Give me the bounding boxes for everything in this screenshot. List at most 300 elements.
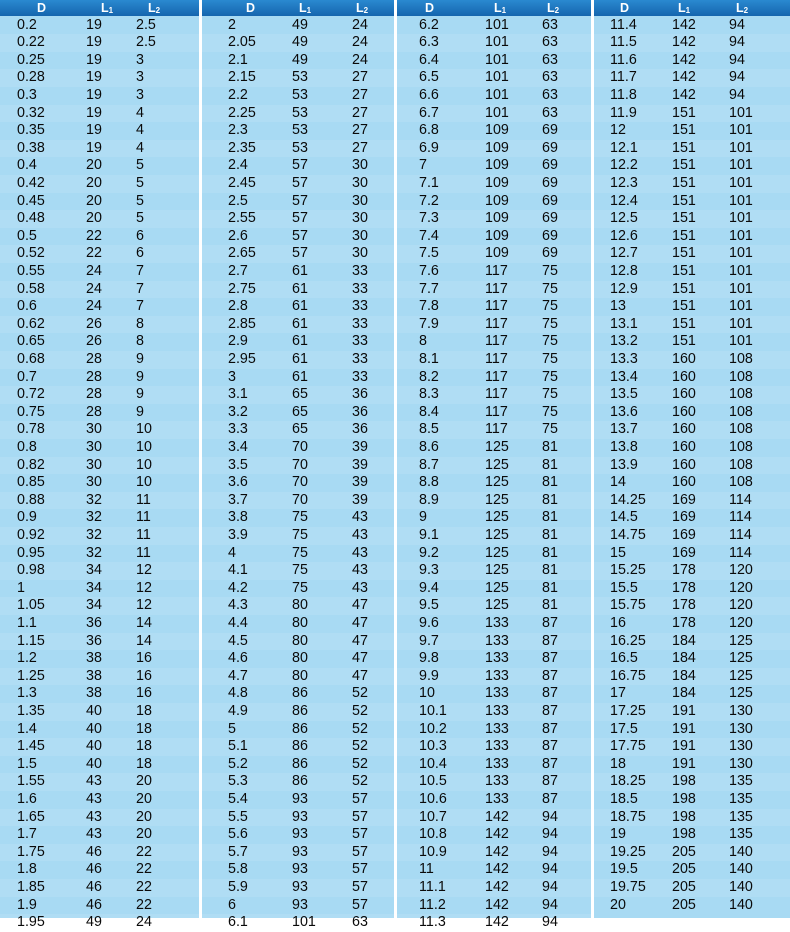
- table-row: [397, 351, 591, 369]
- cell-d: 13.4: [610, 368, 638, 385]
- cell-l2: 8: [136, 333, 144, 350]
- table-row: [397, 791, 591, 809]
- cell-d: 0.95: [17, 544, 45, 561]
- table-row: [397, 703, 591, 721]
- cell-d: 16: [610, 615, 626, 631]
- table-row: [0, 140, 199, 158]
- cell-l1: 125: [485, 579, 509, 596]
- cell-d: 5: [228, 720, 236, 737]
- cell-l2: 7: [136, 280, 144, 297]
- table-row: [202, 157, 394, 175]
- cell-d: 18.25: [610, 773, 646, 790]
- cell-d: 1.7: [17, 826, 37, 843]
- table-row: [397, 17, 591, 35]
- cell-d: 11.5: [610, 34, 637, 51]
- table-row: [202, 439, 394, 457]
- cell-l1: 57: [292, 157, 308, 174]
- table-row: [397, 298, 591, 316]
- table-row: [202, 791, 394, 809]
- table-row: [202, 545, 394, 563]
- cell-d: 0.6: [17, 298, 37, 315]
- cell-l1: 109: [485, 122, 509, 139]
- table-row: [594, 34, 790, 52]
- cell-d: 2.2: [228, 87, 248, 103]
- cell-l1: 198: [672, 808, 696, 825]
- cell-l2: 120: [729, 597, 753, 614]
- cell-d: 13: [610, 298, 626, 315]
- cell-l1: 86: [292, 685, 308, 702]
- table-row: [594, 492, 790, 510]
- table-row: [202, 122, 394, 140]
- cell-l1: 40: [86, 703, 102, 719]
- cell-l2: 81: [542, 491, 558, 508]
- cell-d: 8.8: [419, 474, 439, 491]
- cell-d: 10.8: [419, 826, 447, 843]
- cell-l1: 43: [86, 808, 102, 825]
- header-d: D: [620, 1, 630, 15]
- cell-l1: 28: [86, 403, 102, 420]
- cell-l1: 93: [292, 791, 308, 807]
- cell-d: 10: [419, 685, 435, 702]
- cell-d: 15.5: [610, 579, 638, 596]
- cell-l1: 22: [86, 227, 102, 244]
- cell-l2: 16: [136, 667, 152, 684]
- cell-l1: 151: [672, 298, 696, 315]
- cell-l2: 75: [542, 263, 558, 279]
- header-l1: $L_1$: [299, 1, 312, 15]
- cell-d: 2.85: [228, 315, 256, 332]
- cell-d: 0.98: [17, 562, 45, 579]
- table-row: [202, 527, 394, 545]
- cell-l1: 30: [86, 456, 102, 473]
- table-row: [397, 404, 591, 422]
- header-d: D: [37, 1, 47, 15]
- cell-d: 7.7: [419, 280, 439, 297]
- cell-d: 13.9: [610, 456, 638, 473]
- cell-l2: 94: [729, 16, 745, 33]
- cell-l1: 19: [86, 122, 102, 139]
- cell-l1: 28: [86, 351, 102, 367]
- table-row: [0, 738, 199, 756]
- cell-l1: 184: [672, 650, 696, 667]
- cell-l2: 52: [352, 738, 368, 755]
- table-row: [202, 615, 394, 633]
- table-row: [594, 87, 790, 105]
- cell-d: 7.2: [419, 192, 439, 209]
- table-row: [594, 457, 790, 475]
- cell-l1: 61: [292, 333, 308, 350]
- cell-l1: 20: [86, 175, 102, 191]
- cell-d: 1.35: [17, 703, 45, 719]
- cell-l1: 151: [672, 280, 696, 297]
- cell-d: 11.7: [610, 69, 637, 86]
- cell-l1: 65: [292, 386, 308, 403]
- table-row: [594, 122, 790, 140]
- table-row: [397, 527, 591, 545]
- table-row: [397, 69, 591, 87]
- cell-l1: 169: [672, 491, 696, 508]
- cell-d: 9.8: [419, 650, 439, 667]
- table-row: [594, 562, 790, 580]
- cell-l1: 34: [86, 562, 102, 579]
- cell-l2: 101: [729, 122, 753, 139]
- cell-l1: 160: [672, 351, 696, 367]
- cell-l1: 61: [292, 368, 308, 385]
- cell-l2: 52: [352, 720, 368, 737]
- cell-d: 17: [610, 685, 626, 702]
- cell-d: 1.05: [17, 597, 45, 614]
- cell-d: 6.9: [419, 139, 439, 156]
- cell-d: 2.75: [228, 280, 256, 297]
- table-row: [202, 809, 394, 827]
- table-row: [397, 105, 591, 123]
- cell-d: 4.7: [228, 667, 248, 684]
- cell-l2: 39: [352, 474, 368, 491]
- cell-l1: 191: [672, 720, 696, 737]
- cell-d: 4.1: [228, 562, 248, 579]
- cell-l2: 101: [729, 104, 753, 121]
- table-row: [0, 421, 199, 439]
- cell-l2: 30: [352, 245, 368, 262]
- header-l1-subscript: 1: [306, 6, 312, 15]
- cell-d: 4.5: [228, 632, 248, 649]
- cell-d: 15.25: [610, 562, 646, 579]
- table-row: [0, 545, 199, 563]
- table-row: [0, 861, 199, 879]
- header-l2-subscript: 2: [743, 6, 749, 15]
- cell-l1: 160: [672, 403, 696, 420]
- cell-d: 13.2: [610, 333, 638, 350]
- cell-l2: 7: [136, 298, 144, 315]
- cell-l2: 57: [352, 808, 368, 825]
- cell-l2: 39: [352, 456, 368, 473]
- cell-l1: 80: [292, 632, 308, 649]
- cell-l1: 36: [86, 632, 102, 649]
- cell-l1: 125: [485, 562, 509, 579]
- cell-l1: 151: [672, 192, 696, 209]
- table-row: [202, 773, 394, 791]
- cell-l1: 49: [292, 16, 308, 33]
- cell-l1: 142: [672, 34, 696, 51]
- cell-l2: 87: [542, 720, 558, 737]
- table-row: [397, 668, 591, 686]
- cell-l1: 109: [485, 245, 509, 262]
- cell-l1: 75: [292, 509, 308, 526]
- cell-l2: 75: [542, 280, 558, 297]
- cell-l2: 130: [729, 738, 753, 755]
- cell-d: 6.8: [419, 122, 439, 139]
- cell-l2: 47: [352, 667, 368, 684]
- table-row: [594, 386, 790, 404]
- cell-l1: 191: [672, 755, 696, 772]
- cell-l2: 6: [136, 227, 144, 244]
- table-row: [202, 633, 394, 651]
- cell-d: 6.2: [419, 16, 439, 33]
- cell-d: 2: [228, 16, 236, 33]
- table-row: [397, 474, 591, 492]
- cell-l1: 151: [672, 315, 696, 332]
- cell-l1: 109: [485, 192, 509, 209]
- cell-l1: 80: [292, 615, 308, 631]
- cell-d: 2.55: [228, 210, 256, 227]
- table-row: [397, 685, 591, 703]
- table-row: [397, 914, 591, 932]
- cell-l2: 33: [352, 280, 368, 297]
- table-row: [397, 879, 591, 897]
- cell-l2: 3: [136, 51, 144, 68]
- cell-d: 18.75: [610, 808, 646, 825]
- cell-d: 9.2: [419, 544, 439, 561]
- cell-l1: 151: [672, 210, 696, 227]
- cell-d: 15: [610, 544, 626, 561]
- cell-l1: 70: [292, 474, 308, 491]
- cell-l2: 14: [136, 632, 152, 649]
- cell-l2: 11: [136, 527, 151, 543]
- cell-l2: 18: [136, 738, 152, 755]
- cell-l2: 101: [729, 210, 753, 227]
- cell-d: 4.2: [228, 579, 248, 596]
- table-row: [0, 509, 199, 527]
- cell-l2: 101: [729, 227, 753, 244]
- cell-l1: 65: [292, 421, 308, 438]
- table-row: [0, 351, 199, 369]
- cell-l2: 33: [352, 263, 368, 279]
- table-row: [594, 580, 790, 598]
- cell-l2: 52: [352, 773, 368, 790]
- cell-l2: 81: [542, 439, 558, 455]
- cell-d: 8: [419, 333, 427, 350]
- cell-l1: 178: [672, 579, 696, 596]
- table-row: [202, 175, 394, 193]
- cell-d: 14.75: [610, 527, 646, 543]
- table-row: [202, 369, 394, 387]
- cell-l2: 81: [542, 456, 558, 473]
- table-row: [0, 492, 199, 510]
- table-row: [202, 826, 394, 844]
- table-header: [397, 0, 591, 16]
- cell-d: 6.7: [419, 104, 439, 121]
- cell-d: 5.8: [228, 861, 248, 878]
- cell-l2: 130: [729, 720, 753, 737]
- cell-l1: 142: [485, 843, 509, 860]
- cell-d: 18: [610, 755, 626, 772]
- cell-d: 13.3: [610, 351, 638, 367]
- cell-l2: 108: [729, 386, 753, 403]
- cell-l1: 133: [485, 738, 509, 755]
- cell-l1: 160: [672, 474, 696, 491]
- cell-l2: 69: [542, 139, 558, 156]
- table-row: [0, 69, 199, 87]
- table-header: [594, 0, 790, 16]
- table-row: [202, 685, 394, 703]
- cell-l2: 94: [542, 879, 558, 895]
- header-l1: $L_1$: [678, 1, 691, 15]
- cell-d: 2.8: [228, 298, 248, 315]
- cell-l2: 135: [729, 826, 753, 843]
- cell-l1: 198: [672, 826, 696, 843]
- cell-l2: 114: [729, 544, 752, 561]
- table-row: [0, 826, 199, 844]
- cell-l2: 27: [352, 139, 368, 156]
- cell-l1: 133: [485, 720, 509, 737]
- cell-l2: 108: [729, 439, 753, 455]
- cell-l2: 20: [136, 773, 152, 790]
- table-row: [594, 738, 790, 756]
- cell-l2: 87: [542, 632, 558, 649]
- cell-l1: 30: [86, 421, 102, 438]
- table-row: [397, 897, 591, 915]
- cell-l2: 87: [542, 667, 558, 684]
- cell-d: 2.6: [228, 227, 248, 244]
- table-row: [594, 861, 790, 879]
- cell-l2: 22: [136, 879, 152, 895]
- table-row: [397, 421, 591, 439]
- header-l2-subscript: 2: [554, 6, 560, 15]
- table-row: [0, 773, 199, 791]
- cell-l1: 151: [672, 175, 696, 191]
- cell-l2: 108: [729, 474, 753, 491]
- table-row: [0, 17, 199, 35]
- cell-d: 11.8: [610, 87, 637, 103]
- table-row: [397, 281, 591, 299]
- cell-d: 0.55: [17, 263, 45, 279]
- cell-l1: 57: [292, 175, 308, 191]
- cell-l2: 87: [542, 773, 558, 790]
- cell-l1: 117: [485, 333, 508, 350]
- cell-l1: 24: [86, 263, 102, 279]
- cell-l2: 5: [136, 192, 144, 209]
- cell-l1: 28: [86, 386, 102, 403]
- cell-l1: 151: [672, 227, 696, 244]
- cell-d: 0.28: [17, 69, 45, 86]
- table-row: [594, 210, 790, 228]
- cell-l2: 120: [729, 579, 753, 596]
- cell-l2: 57: [352, 879, 368, 895]
- cell-l1: 117: [485, 315, 508, 332]
- table-row: [202, 421, 394, 439]
- cell-l1: 19: [86, 87, 102, 103]
- table-row: [397, 457, 591, 475]
- cell-l1: 57: [292, 227, 308, 244]
- cell-d: 12.4: [610, 192, 638, 209]
- header-l2: $L_2$: [356, 1, 369, 15]
- cell-l2: 69: [542, 210, 558, 227]
- cell-d: 0.7: [17, 368, 37, 385]
- cell-l1: 38: [86, 685, 102, 702]
- cell-d: 16.5: [610, 650, 638, 667]
- table-row: [397, 193, 591, 211]
- cell-l1: 86: [292, 773, 308, 790]
- cell-d: 0.62: [17, 315, 45, 332]
- cell-l2: 135: [729, 808, 753, 825]
- cell-l1: 125: [485, 597, 509, 614]
- table-row: [202, 228, 394, 246]
- cell-d: 13.6: [610, 403, 638, 420]
- table-row: [0, 52, 199, 70]
- cell-l2: 27: [352, 69, 368, 86]
- cell-d: 8.9: [419, 491, 439, 508]
- cell-l1: 184: [672, 632, 696, 649]
- cell-l2: 69: [542, 227, 558, 244]
- cell-l2: 94: [542, 843, 558, 860]
- table-row: [397, 756, 591, 774]
- cell-d: 12.2: [610, 157, 638, 174]
- table-row: [0, 650, 199, 668]
- cell-l1: 160: [672, 421, 696, 438]
- table-row: [0, 844, 199, 862]
- cell-d: 19.75: [610, 879, 646, 895]
- table-row: [594, 597, 790, 615]
- cell-d: 3.5: [228, 456, 248, 473]
- cell-l1: 80: [292, 667, 308, 684]
- cell-l2: 140: [729, 861, 753, 878]
- table-row: [397, 809, 591, 827]
- table-row: [0, 721, 199, 739]
- cell-l1: 151: [672, 245, 696, 262]
- cell-d: 2.65: [228, 245, 256, 262]
- cell-l2: 20: [136, 826, 152, 843]
- cell-l1: 61: [292, 315, 308, 332]
- cell-l2: 4: [136, 139, 144, 156]
- cell-l2: 39: [352, 439, 368, 455]
- cell-l2: 125: [729, 650, 753, 667]
- cell-d: 16.75: [610, 667, 646, 684]
- table-row: [594, 439, 790, 457]
- cell-d: 10.4: [419, 755, 447, 772]
- table-row: [397, 826, 591, 844]
- cell-l2: 11: [136, 491, 151, 508]
- table-row: [397, 721, 591, 739]
- cell-d: 6: [228, 896, 236, 913]
- cell-l2: 27: [352, 104, 368, 121]
- cell-l2: 125: [729, 632, 753, 649]
- header-l2: $L_2$: [736, 1, 749, 15]
- cell-l2: 101: [729, 175, 753, 191]
- cell-l1: 86: [292, 720, 308, 737]
- cell-l2: 101: [729, 280, 753, 297]
- cell-l1: 75: [292, 527, 308, 543]
- cell-l2: 81: [542, 579, 558, 596]
- cell-l1: 75: [292, 579, 308, 596]
- cell-d: 1: [17, 579, 25, 596]
- cell-d: 5.1: [228, 738, 248, 755]
- cell-l2: 57: [352, 896, 368, 913]
- cell-l1: 133: [485, 685, 509, 702]
- cell-l2: 30: [352, 157, 368, 174]
- cell-l2: 75: [542, 333, 558, 350]
- cell-l1: 205: [672, 861, 696, 878]
- cell-l2: 39: [352, 491, 368, 508]
- cell-d: 14.25: [610, 491, 646, 508]
- table-row: [202, 34, 394, 52]
- cell-l2: 140: [729, 879, 753, 895]
- cell-l2: 130: [729, 703, 753, 719]
- cell-d: 3.9: [228, 527, 248, 543]
- cell-l1: 20: [86, 157, 102, 174]
- cell-l1: 151: [672, 139, 696, 156]
- cell-d: 0.88: [17, 491, 45, 508]
- cell-l2: 101: [729, 245, 753, 262]
- cell-l2: 9: [136, 403, 144, 420]
- cell-d: 10.2: [419, 720, 447, 737]
- table-row: [594, 773, 790, 791]
- cell-l1: 75: [292, 562, 308, 579]
- cell-l2: 57: [352, 861, 368, 878]
- cell-d: 4.8: [228, 685, 248, 702]
- cell-d: 0.65: [17, 333, 45, 350]
- cell-l1: 101: [485, 51, 509, 68]
- cell-l2: 20: [136, 791, 152, 807]
